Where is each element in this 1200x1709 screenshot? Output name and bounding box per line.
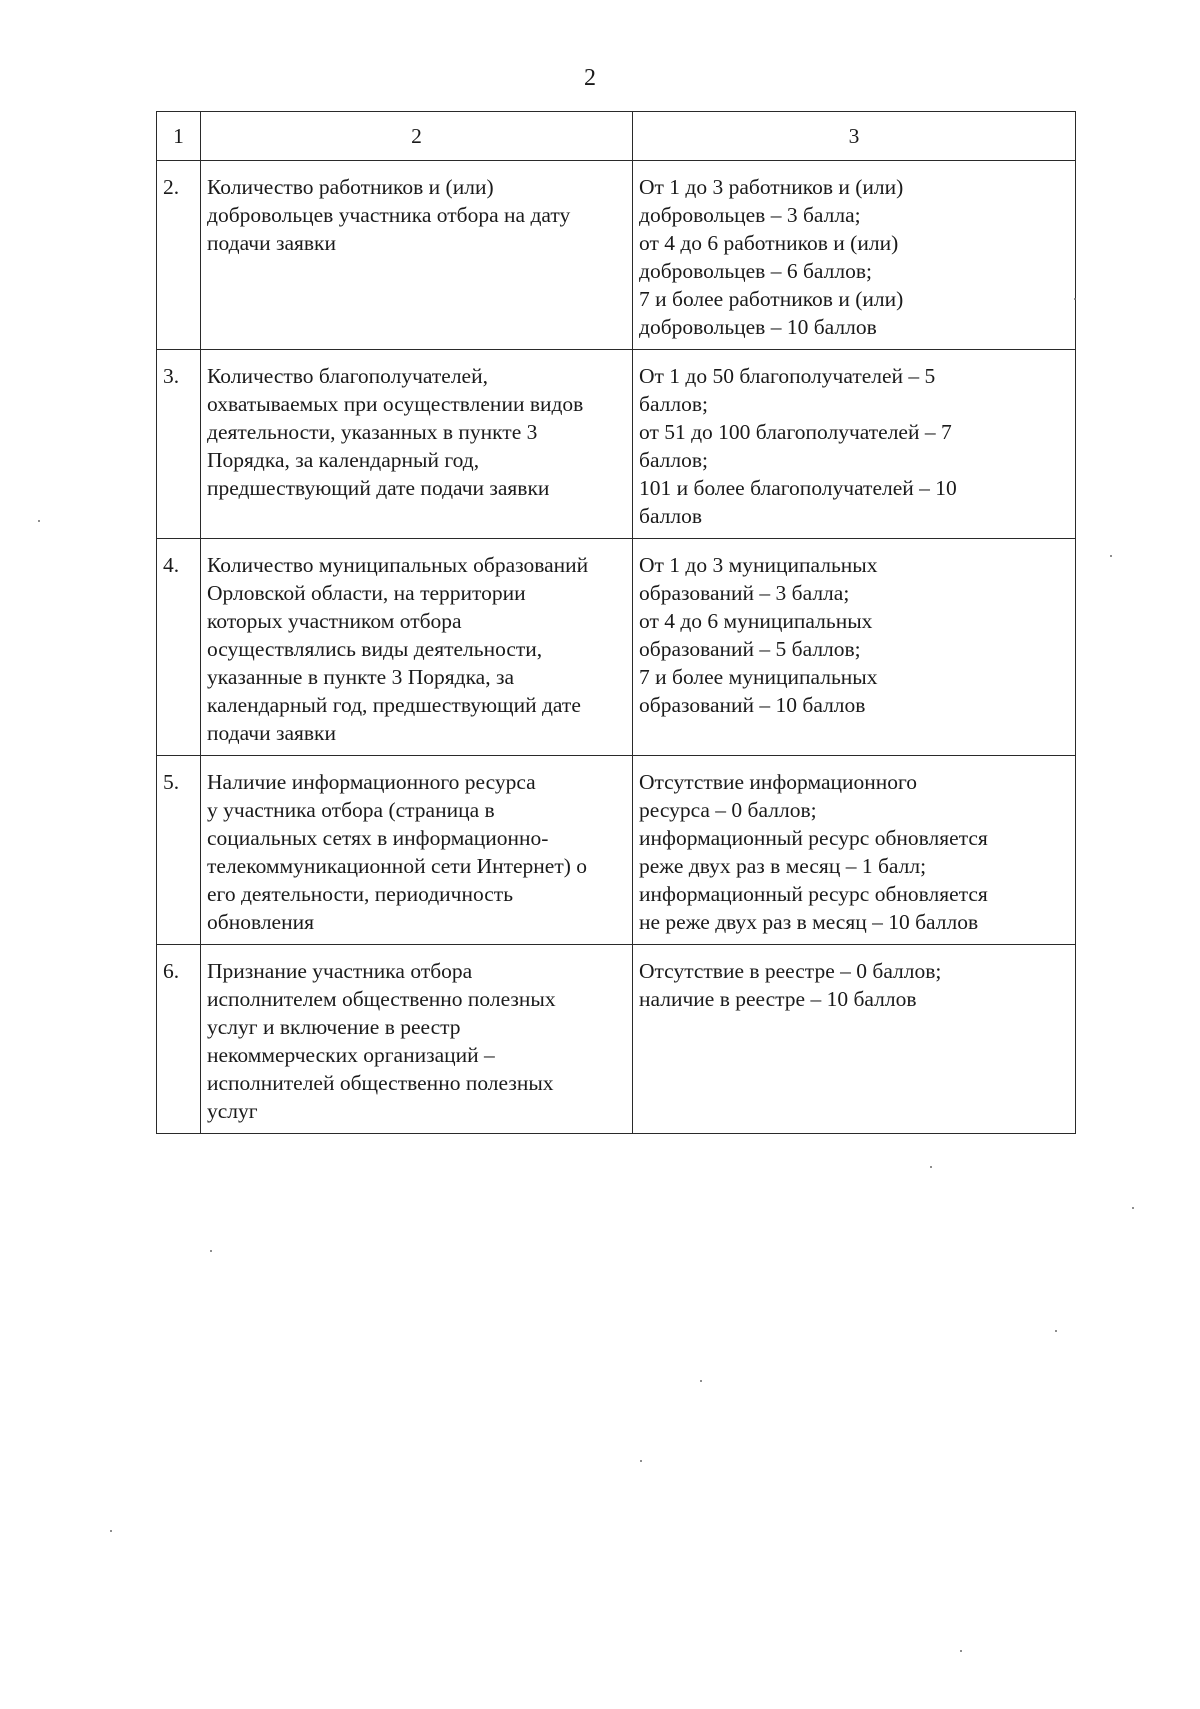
- criterion-line: Порядка, за календарный год,: [207, 448, 480, 472]
- scoring-line: 7 и более работников и (или): [639, 287, 904, 311]
- criterion-line: исполнителей общественно полезных: [207, 1071, 554, 1095]
- scoring-line: от 4 до 6 работников и (или): [639, 231, 899, 255]
- criterion-cell: [201, 756, 633, 945]
- criterion-line: услуг и включение в реестр: [207, 1015, 461, 1039]
- scoring-line: добровольцев – 6 баллов;: [639, 259, 872, 283]
- scan-speck: [1110, 555, 1112, 557]
- scan-speck: [960, 1650, 962, 1652]
- scoring-line: баллов: [639, 504, 703, 528]
- criterion-line: которых участником отбора: [207, 609, 462, 633]
- criterion-line: Количество благополучателей,: [207, 364, 488, 388]
- scan-speck: [1055, 1330, 1057, 1332]
- row-number-cell: 6.: [157, 945, 201, 1134]
- table-row: [157, 350, 1076, 539]
- scoring-line: от 51 до 100 благополучателей – 7: [639, 420, 952, 444]
- criterion-cell: [201, 350, 633, 539]
- criterion-cell: [201, 945, 633, 1134]
- scoring-line: образований – 10 баллов: [639, 693, 866, 717]
- criteria-table: [156, 111, 1076, 1134]
- criterion-line: телекоммуникационной сети Интернет) о: [207, 854, 588, 878]
- scan-speck: [110, 1530, 112, 1532]
- scoring-line: 101 и более благополучателей – 10: [639, 476, 957, 500]
- criterion-line: некоммерческих организаций –: [207, 1043, 495, 1067]
- scoring-line: От 1 до 3 муниципальных: [639, 553, 878, 577]
- criterion-line: Количество работников и (или): [207, 175, 494, 199]
- scoring-line: образований – 5 баллов;: [639, 637, 861, 661]
- scoring-line: Отсутствие информационного: [639, 770, 918, 794]
- criterion-line: обновления: [207, 910, 314, 934]
- criterion-line: исполнителем общественно полезных: [207, 987, 556, 1011]
- criterion-line: подачи заявки: [207, 231, 336, 255]
- criterion-line: Количество муниципальных образований: [207, 553, 589, 577]
- table-row: [157, 161, 1076, 350]
- row-number-cell: 2.: [157, 161, 201, 350]
- row-number-cell: 5.: [157, 756, 201, 945]
- criterion-line: деятельности, указанных в пункте 3: [207, 420, 538, 444]
- scoring-line: баллов;: [639, 448, 709, 472]
- criterion-line: осуществлялись виды деятельности,: [207, 637, 543, 661]
- criterion-line: календарный год, предшествующий дате: [207, 693, 581, 717]
- row-number-cell: 3.: [157, 350, 201, 539]
- criterion-line: Наличие информационного ресурса: [207, 770, 536, 794]
- page-number: 2: [584, 65, 596, 91]
- criterion-line: Признание участника отбора: [207, 959, 473, 983]
- scoring-line: информационный ресурс обновляется: [639, 826, 988, 850]
- scan-speck: [1132, 1207, 1134, 1209]
- scan-speck: [930, 1166, 932, 1168]
- scan-speck: [700, 1380, 702, 1382]
- criterion-line: услуг: [207, 1099, 258, 1123]
- criterion-line: охватываемых при осуществлении видов: [207, 392, 584, 416]
- criterion-line: добровольцев участника отбора на дату: [207, 203, 571, 227]
- scoring-line: реже двух раз в месяц – 1 балл;: [639, 854, 927, 878]
- table-row: [157, 945, 1076, 1134]
- criterion-line: Орловской области, на территории: [207, 581, 526, 605]
- scan-speck: [1074, 298, 1076, 300]
- criterion-line: указанные в пункте 3 Порядка, за: [207, 665, 515, 689]
- scoring-cell: [633, 945, 1076, 1134]
- scoring-line: не реже двух раз в месяц – 10 баллов: [639, 910, 979, 934]
- criterion-line: социальных сетях в информационно-: [207, 826, 549, 850]
- scoring-cell: [633, 350, 1076, 539]
- table-row: [157, 539, 1076, 756]
- scoring-line: информационный ресурс обновляется: [639, 882, 988, 906]
- criterion-line: подачи заявки: [207, 721, 336, 745]
- scoring-line: от 4 до 6 муниципальных: [639, 609, 873, 633]
- criterion-line: предшествующий дате подачи заявки: [207, 476, 550, 500]
- scan-speck: [210, 1250, 212, 1252]
- scoring-line: баллов;: [639, 392, 709, 416]
- scoring-line: добровольцев – 10 баллов: [639, 315, 877, 339]
- header-cell-scoring: 3: [633, 112, 1076, 161]
- table-row: [157, 756, 1076, 945]
- scoring-line: Отсутствие в реестре – 0 баллов;: [639, 959, 942, 983]
- scoring-line: От 1 до 3 работников и (или): [639, 175, 904, 199]
- scoring-cell: [633, 539, 1076, 756]
- scoring-line: наличие в реестре – 10 баллов: [639, 987, 917, 1011]
- header-cell-number: 1: [157, 112, 201, 161]
- criterion-line: его деятельности, периодичность: [207, 882, 514, 906]
- scoring-line: образований – 3 балла;: [639, 581, 850, 605]
- header-cell-criterion: 2: [201, 112, 633, 161]
- criterion-cell: [201, 539, 633, 756]
- scan-speck: [640, 1460, 642, 1462]
- criterion-line: у участника отбора (страница в: [207, 798, 495, 822]
- row-number-cell: 4.: [157, 539, 201, 756]
- scan-speck: [38, 520, 40, 522]
- scoring-line: 7 и более муниципальных: [639, 665, 878, 689]
- criterion-cell: [201, 161, 633, 350]
- table-header-row: [157, 112, 1076, 161]
- scoring-cell: [633, 756, 1076, 945]
- scoring-line: добровольцев – 3 балла;: [639, 203, 861, 227]
- scoring-line: ресурса – 0 баллов;: [639, 798, 817, 822]
- scoring-cell: [633, 161, 1076, 350]
- scoring-line: От 1 до 50 благополучателей – 5: [639, 364, 936, 388]
